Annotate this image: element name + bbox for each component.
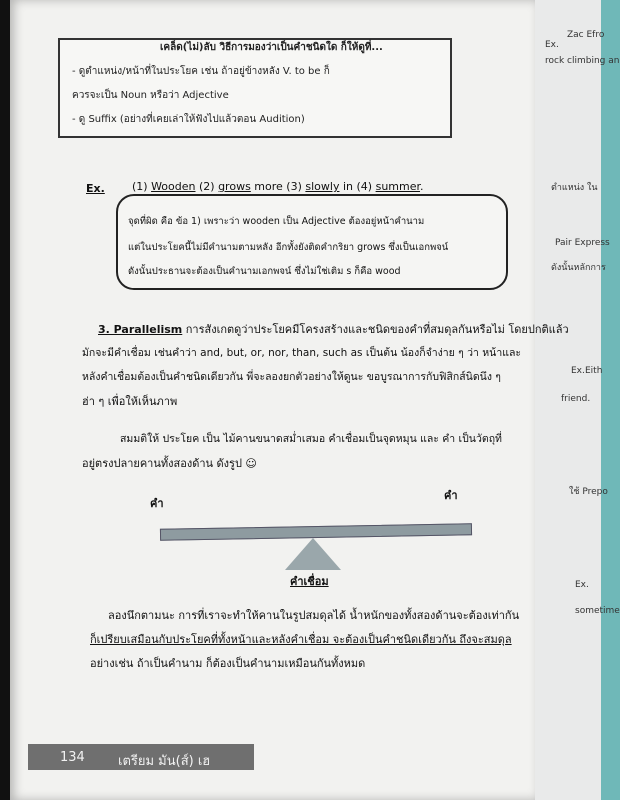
- parallelism-line: หลังคำเชื่อมต้องเป็นคำชนิดเดียวกัน พี่จะลองยกตัวอย่างให้ดูนะ ขอบูรณาการกับฟิสิกส์นิดนึง ๆ: [82, 371, 501, 383]
- underlined-word: slowly: [305, 180, 340, 193]
- closing-line: ลองนึกตามนะ การที่เราจะทำให้คานในรูปสมดุลได้ น้ำหนักของทั้งสองด้านจะต้องเท่ากัน: [108, 609, 520, 622]
- facing-page: [528, 0, 620, 800]
- facing-page-text: sometime: [575, 606, 620, 616]
- parallelism-line: มักจะมีคำเชื่อม เช่นคำว่า and, but, or, nor, than, such as เป็นต้น น้องก็จำง่าย ๆ ว่า หน้าและ: [82, 347, 522, 359]
- closing-line: อย่างเช่น ถ้าเป็นคำนาม ก็ต้องเป็นคำนามเหมือนกันทั้งหมด: [90, 657, 366, 670]
- closing-line: ก็เปรียบเสมือนกับประโยคที่ทั้งหน้าและหลังคำเชื่อม จะต้องเป็นคำชนิดเดียวกัน ถึงจะสมดุล: [90, 633, 512, 646]
- facing-page-text: Eith: [585, 366, 603, 376]
- analogy-line: อยู่ตรงปลายคานทั้งสองด้าน ดังรูป ☺: [82, 457, 257, 470]
- underlined-word: grows: [218, 180, 251, 193]
- right-word-label: คำ: [444, 489, 458, 502]
- answer-line: แต่ในประโยคนี้ไม่มีคำนามตามหลัง อีกทั้งยังติดคำกริยา grows ซึ่งเป็นเอกพจน์: [128, 242, 449, 253]
- answer-line: ดังนั้นประธานจะต้องเป็นคำนามเอกพจน์ ซึ่งไม่ใช่เติม s ก็คือ wood: [128, 266, 401, 277]
- facing-page-text: Ex.: [571, 366, 585, 376]
- section-title: 3. Parallelism: [98, 323, 183, 336]
- analogy-line: สมมติให้ ประโยค เป็น ไม้คานขนาดสม่ำเสมอ คำเชื่อมเป็นจุดหมุน และ คำ เป็นวัตถุที่: [120, 433, 502, 445]
- facing-page-text: Pair Express: [555, 238, 610, 248]
- example-label: Ex.: [86, 182, 105, 195]
- parallelism-line: ฮ่า ๆ เพื่อให้เห็นภาพ: [82, 395, 178, 408]
- facing-page-text: Zac Efro: [567, 30, 605, 40]
- answer-line: จุดที่ผิด คือ ข้อ 1) เพราะว่า wooden เป็น Adjective ต้องอยู่หน้าคำนาม: [128, 216, 425, 227]
- facing-page-text: friend.: [561, 394, 591, 404]
- facing-page-text: ดังนั้นหลักการ: [551, 263, 606, 273]
- facing-page-text: Ex.: [545, 40, 559, 50]
- tip-box-line: - ดู Suffix (อย่างที่เคยเล่าให้ฟังไปแล้วตอน Audition): [72, 114, 305, 125]
- facing-page-text: rock climbing an: [545, 56, 620, 66]
- fulcrum-triangle: [285, 538, 341, 570]
- left-word-label: คำ: [150, 497, 164, 510]
- underlined-word: Wooden: [151, 180, 196, 193]
- book-title: เตรียม มัน(ส์) เฮ: [118, 754, 211, 769]
- tip-box-line: - ดูตำแหน่ง/หน้าที่ในประโยค เช่น ถ้าอยู่ข้างหลัง V. to be ก็: [72, 66, 330, 77]
- underlined-word: summer: [375, 180, 421, 193]
- facing-page-text: Ex.: [575, 580, 589, 590]
- book-page: [10, 0, 569, 800]
- facing-page-text: ใช้ Prepo: [569, 487, 608, 497]
- tip-box-line: ควรจะเป็น Noun หรือว่า Adjective: [72, 90, 229, 101]
- page-number: 134: [60, 750, 85, 765]
- parallelism-line-1: 3. Parallelism การสังเกตดูว่าประโยคมีโครงสร้างและชนิดของคำที่สมดุลกันหรือไม่ โดยปกติแล้ว: [98, 323, 569, 336]
- facing-page-text: ตำแหน่ง ใน: [551, 183, 598, 193]
- fulcrum-label: คำเชื่อม: [290, 575, 329, 588]
- example-sentence: (1) Wooden (2) grows more (3) slowly in (4) summer.: [132, 180, 424, 193]
- tip-box-title: เคล็ด(ไม่)ลับ วิธีการมองว่าเป็นคำชนิดใด ก็ให้ดูที่...: [160, 42, 383, 53]
